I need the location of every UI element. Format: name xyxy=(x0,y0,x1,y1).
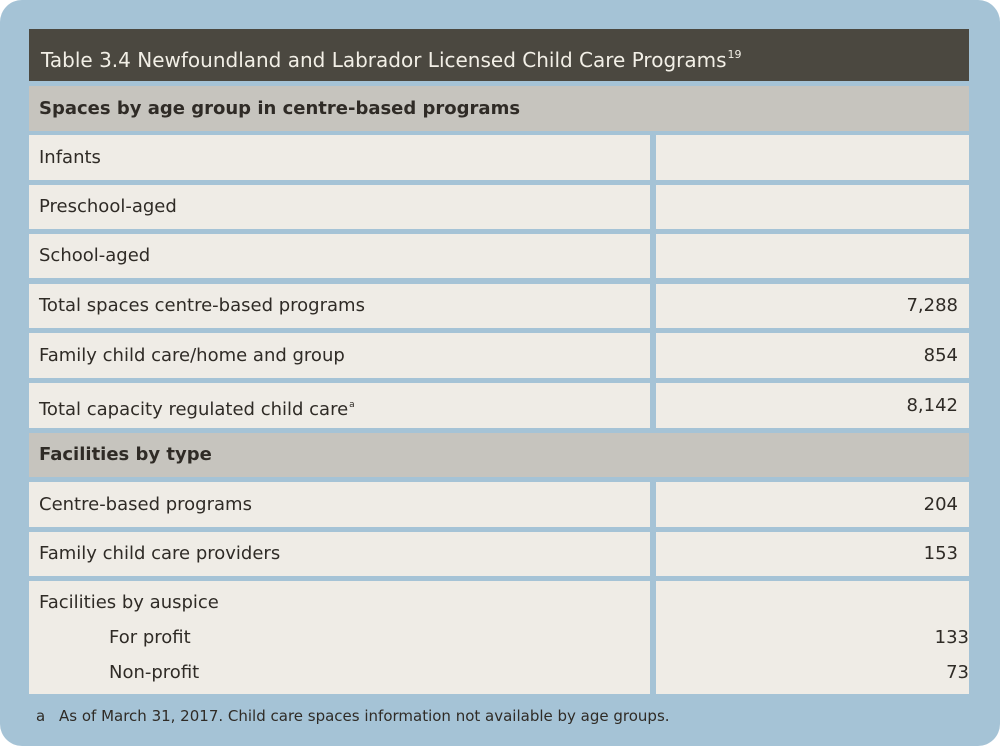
table-row xyxy=(29,284,969,328)
row-label: Centre-based programs xyxy=(39,494,252,515)
row-value-cell xyxy=(656,532,969,576)
row-label-cell xyxy=(29,284,650,328)
row-value: 8,142 xyxy=(906,395,958,416)
row-value-cell xyxy=(656,135,969,180)
auspice-for-profit-label: For profit xyxy=(109,627,191,648)
row-value-cell xyxy=(656,333,969,378)
footnote-text: As of March 31, 2017. Child care spaces information not available by age groups. xyxy=(59,707,670,725)
table-row xyxy=(29,135,969,180)
row-value-cell xyxy=(656,234,969,278)
row-value: 153 xyxy=(923,543,958,564)
row-value-cell xyxy=(656,482,969,527)
row-label-cell xyxy=(29,234,650,278)
auspice-label-cell xyxy=(29,581,650,694)
row-label: Family child care/home and group xyxy=(39,345,345,366)
auspice-row xyxy=(29,581,969,694)
table-footnote xyxy=(36,707,976,725)
row-value-cell xyxy=(656,185,969,229)
table-row xyxy=(29,234,969,278)
table-title-text: Table 3.4 Newfoundland and Labrador Licensed Child Care Programs xyxy=(41,48,727,72)
row-label: Total spaces centre-based programs xyxy=(39,295,365,316)
row-label-cell xyxy=(29,333,650,378)
section-title: Facilities by type xyxy=(39,444,212,465)
row-value-cell xyxy=(656,383,969,428)
row-value: 854 xyxy=(923,345,958,366)
table-row xyxy=(29,532,969,576)
section-header-facilities xyxy=(29,433,969,477)
row-label: Family child care providers xyxy=(39,543,281,564)
auspice-for-profit-value: 133 xyxy=(934,627,969,648)
section-header-spaces xyxy=(29,86,969,131)
auspice-value-cell xyxy=(656,581,969,694)
row-value-cell xyxy=(656,284,969,328)
footnote-ref: a xyxy=(349,400,355,410)
row-label-cell xyxy=(29,135,650,180)
table-row xyxy=(29,383,969,428)
row-label: School-aged xyxy=(39,245,151,266)
row-label-cell xyxy=(29,482,650,527)
table-row xyxy=(29,482,969,527)
table-row xyxy=(29,185,969,229)
row-value: 7,288 xyxy=(906,295,958,316)
table-title xyxy=(29,29,969,81)
auspice-non-profit-value: 73 xyxy=(946,662,969,683)
auspice-label: Facilities by auspice xyxy=(39,592,219,613)
row-label: Preschool-aged xyxy=(39,196,177,217)
row-label: Infants xyxy=(39,147,101,168)
row-label-cell xyxy=(29,383,650,428)
row-label-cell xyxy=(29,532,650,576)
row-label: Total capacity regulated child care xyxy=(39,399,349,420)
row-value: 204 xyxy=(923,494,958,515)
row-label-cell xyxy=(29,185,650,229)
table-row xyxy=(29,333,969,378)
footnote-mark: a xyxy=(36,707,46,725)
auspice-non-profit-label: Non-profit xyxy=(109,662,200,683)
title-footnote-ref: 19 xyxy=(727,48,742,61)
section-title: Spaces by age group in centre-based programs xyxy=(39,98,521,119)
